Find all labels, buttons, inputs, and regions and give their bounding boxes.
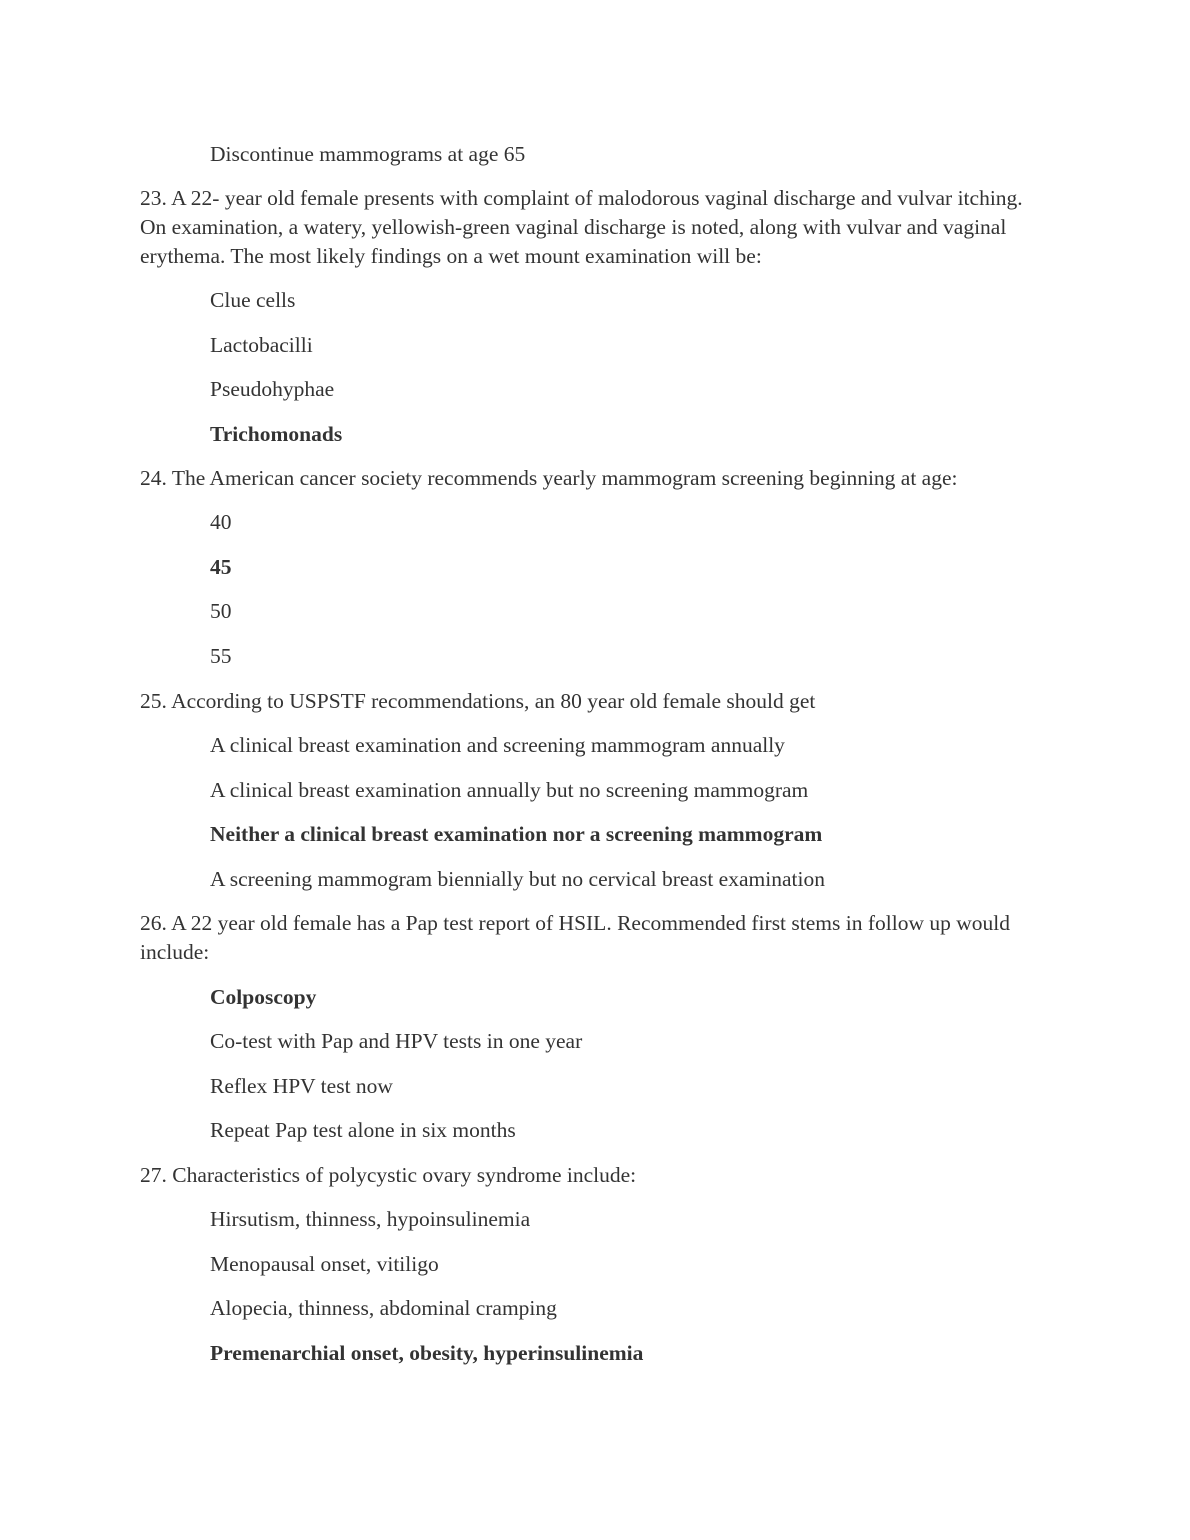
q26-option-c: Reflex HPV test now — [210, 1074, 393, 1098]
q24-option-b-correct: 45 — [210, 555, 232, 579]
q23-option-a: Clue cells — [210, 288, 296, 312]
q25-option-a: A clinical breast examination and screening mammogram annually — [210, 733, 785, 757]
q23-option-c: Pseudohyphae — [210, 377, 335, 401]
q24-option-d: 55 — [210, 644, 232, 668]
q23-option-d-correct: Trichomonads — [210, 422, 343, 446]
question-24-stem: 24. The American cancer society recommends yearly mammogram screening beginning at age: — [140, 466, 958, 490]
q27-option-d-correct: Premenarchial onset, obesity, hyperinsulinemia — [210, 1341, 644, 1365]
q26-option-a-correct: Colposcopy — [210, 985, 317, 1009]
question-25-stem: 25. According to USPSTF recommendations, an 80 year old female should get — [140, 689, 816, 713]
q27-option-a: Hirsutism, thinness, hypoinsulinemia — [210, 1207, 531, 1231]
q24-option-c: 50 — [210, 599, 232, 623]
q25-option-c-correct: Neither a clinical breast examination nor a screening mammogram — [210, 822, 823, 846]
q25-option-d: A screening mammogram biennially but no cervical breast examination — [210, 867, 825, 891]
q23-option-b: Lactobacilli — [210, 333, 313, 357]
q26-option-b: Co-test with Pap and HPV tests in one year — [210, 1029, 583, 1053]
question-23-stem: 23. A 22- year old female presents with complaint of malodorous vaginal discharge and vulvar itching. On examination, a watery, yellowish-green vaginal discharge is noted, along with vulvar and vaginal erythema. The most likely findings on a wet mount examination will be: — [140, 186, 1023, 268]
prev-answer-option: Discontinue mammograms at age 65 — [210, 142, 526, 166]
q27-option-c: Alopecia, thinness, abdominal cramping — [210, 1296, 557, 1320]
q27-option-b: Menopausal onset, vitiligo — [210, 1252, 439, 1276]
q25-option-b: A clinical breast examination annually but no screening mammogram — [210, 778, 809, 802]
question-27-stem: 27. Characteristics of polycystic ovary syndrome include: — [140, 1163, 637, 1187]
question-26-stem: 26. A 22 year old female has a Pap test report of HSIL. Recommended first stems in follow up would include: — [140, 911, 1010, 964]
q26-option-d: Repeat Pap test alone in six months — [210, 1118, 516, 1142]
q24-option-a: 40 — [210, 510, 232, 534]
